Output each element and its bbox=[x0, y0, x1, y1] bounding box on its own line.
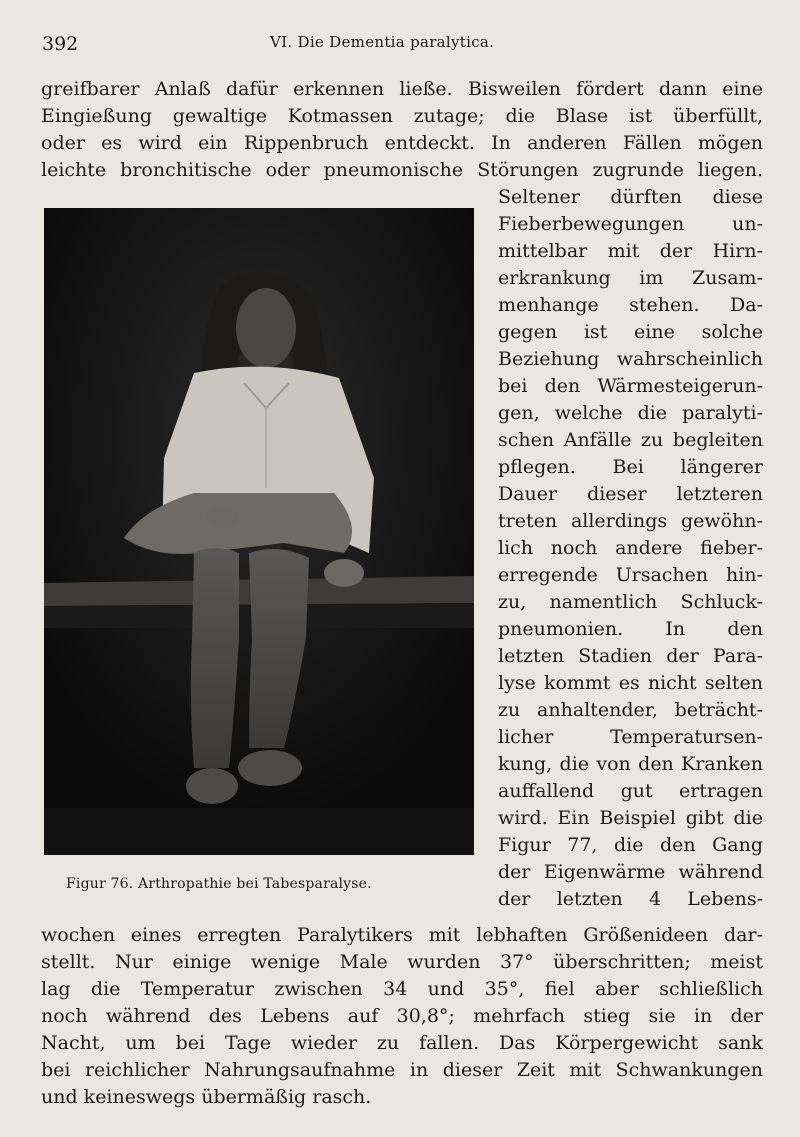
running-head: VI. Die Dementia paralytica. bbox=[270, 33, 495, 51]
text-line: mittelbar mit der Hirn- bbox=[498, 240, 763, 262]
text-line: treten allerdings gewöhn- bbox=[498, 510, 763, 532]
text-line: oder es wird ein Rippenbruch entdeckt. In anderen Fällen mögen bbox=[41, 132, 763, 154]
text-line: Fieberbewegungen un- bbox=[498, 213, 763, 235]
text-line: licher Temperatursen- bbox=[498, 726, 763, 748]
text-line: der letzten 4 Lebens- bbox=[498, 888, 763, 910]
text-line: Eingießung gewaltige Kotmassen zutage; die Blase ist überfüllt, bbox=[41, 105, 763, 127]
text-line: leichte bronchitische oder pneumonische Störungen zugrunde liegen. bbox=[41, 159, 763, 181]
text-line: auffallend gut ertragen bbox=[498, 780, 763, 802]
text-line: stellt. Nur einige wenige Male wurden 37° überschritten; meist bbox=[41, 951, 763, 973]
text-line: Seltener dürften diese bbox=[498, 186, 763, 208]
text-line: Beziehung wahrscheinlich bbox=[498, 348, 763, 370]
text-line: der Eigenwärme während bbox=[498, 861, 763, 883]
text-line: lich noch andere fieber- bbox=[498, 537, 763, 559]
text-line: greifbarer Anlaß dafür erkennen ließe. Bisweilen fördert dann eine bbox=[41, 78, 763, 100]
figure-caption: Figur 76. Arthropathie bei Tabesparalyse. bbox=[66, 876, 372, 892]
text-line: wochen eines erregten Paralytikers mit lebhaften Größenideen dar- bbox=[41, 924, 763, 946]
text-line: noch während des Lebens auf 30,8°; mehrfach stieg sie in der bbox=[41, 1005, 763, 1027]
text-line: Nacht, um bei Tage wieder zu fallen. Das Körpergewicht sank bbox=[41, 1032, 763, 1054]
text-line: letzten Stadien der Para- bbox=[498, 645, 763, 667]
text-line: menhange stehen. Da- bbox=[498, 294, 763, 316]
text-line: zu anhaltender, beträcht- bbox=[498, 699, 763, 721]
text-line: bei den Wärmesteigerun- bbox=[498, 375, 763, 397]
text-line: pflegen. Bei längerer bbox=[498, 456, 763, 478]
text-line: wird. Ein Beispiel gibt die bbox=[498, 807, 763, 829]
text-line: gegen ist eine solche bbox=[498, 321, 763, 343]
figure-photograph bbox=[44, 208, 474, 855]
text-line: zu, namentlich Schluck- bbox=[498, 591, 763, 613]
seated-patient-photo bbox=[44, 208, 474, 855]
text-line: bei reichlicher Nahrungsaufnahme in dieser Zeit mit Schwankungen bbox=[41, 1059, 763, 1081]
text-line: erregende Ursachen hin- bbox=[498, 564, 763, 586]
page-number: 392 bbox=[42, 33, 79, 55]
text-line: pneumonien. In den bbox=[498, 618, 763, 640]
text-line: kung, die von den Kranken bbox=[498, 753, 763, 775]
text-line: Figur 77, die den Gang bbox=[498, 834, 763, 856]
text-line: und keineswegs übermäßig rasch. bbox=[41, 1086, 372, 1108]
text-line: Dauer dieser letzteren bbox=[498, 483, 763, 505]
text-line: lag die Temperatur zwischen 34 und 35°, fiel aber schließlich bbox=[41, 978, 763, 1000]
text-line: gen, welche die paralyti- bbox=[498, 402, 763, 424]
text-line: schen Anfälle zu begleiten bbox=[498, 429, 763, 451]
text-line: erkrankung im Zusam- bbox=[498, 267, 763, 289]
text-line: lyse kommt es nicht selten bbox=[498, 672, 763, 694]
